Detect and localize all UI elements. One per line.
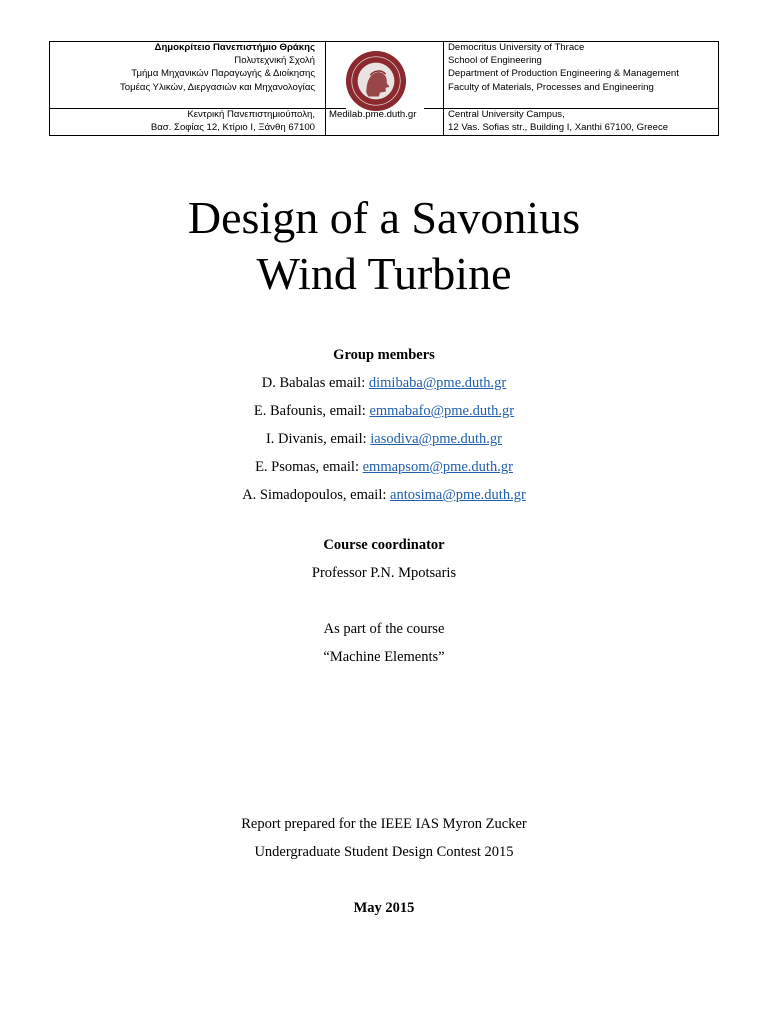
- member-email-link[interactable]: antosima@pme.duth.gr: [390, 487, 526, 503]
- member-line: [0, 375, 768, 392]
- member-email-link[interactable]: emmabafo@pme.duth.gr: [369, 403, 515, 419]
- report-date: May 2015: [353, 900, 415, 916]
- english-address-block: [448, 108, 668, 134]
- group-members-heading: Group members: [333, 347, 435, 363]
- university-seal-icon: [345, 50, 407, 112]
- greek-institution-block: [120, 41, 315, 94]
- greek-school-name: Πολυτεχνική Σχολή: [234, 55, 315, 67]
- report-line: Undergraduate Student Design Contest 2015: [254, 844, 514, 860]
- greek-address-block: [151, 108, 315, 134]
- letterhead-divider: [325, 42, 326, 135]
- course-name: “Machine Elements”: [323, 649, 445, 665]
- lab-url[interactable]: Medilab.pme.duth.gr: [329, 109, 417, 120]
- coordinator-heading: Course coordinator: [323, 537, 445, 553]
- letterhead-divider: [443, 42, 444, 135]
- english-faculty-name: Faculty of Materials, Processes and Engineering: [448, 81, 654, 93]
- member-name: I. Divanis, email:: [265, 431, 371, 447]
- member-email-link[interactable]: emmapsom@pme.duth.gr: [362, 459, 513, 475]
- member-name: A. Simadopoulos, email:: [242, 487, 391, 503]
- member-line: [0, 459, 768, 476]
- document-title: [0, 190, 768, 302]
- greek-department-name: Τμήμα Μηχανικών Παραγωγής & Διοίκησης: [131, 68, 315, 80]
- member-name: E. Psomas, email:: [255, 459, 363, 475]
- member-email-link[interactable]: iasodiva@pme.duth.gr: [370, 431, 503, 447]
- title-line: Wind Turbine: [256, 248, 512, 299]
- english-institution-block: [448, 41, 679, 94]
- coordinator-name: Professor P.N. Mpotsaris: [311, 565, 457, 581]
- english-address-line: 12 Vas. Sofias str., Building I, Xanthi 67100, Greece: [448, 122, 669, 134]
- greek-address-line: Κεντρική Πανεπιστημιούπολη,: [187, 109, 315, 120]
- english-address-line: Central University Campus,: [448, 109, 565, 120]
- course-intro: As part of the course: [323, 621, 445, 637]
- member-name: D. Babalas email:: [261, 375, 369, 391]
- letterhead: [49, 41, 719, 136]
- english-university-name: Democritus University of Thrace: [448, 42, 585, 53]
- member-email-link[interactable]: dimibaba@pme.duth.gr: [368, 375, 507, 391]
- greek-address-line: Βασ. Σοφίας 12, Κτίριο Ι, Ξάνθη 67100: [150, 122, 315, 134]
- english-department-name: Department of Production Engineering & Management: [448, 68, 679, 80]
- member-line: [0, 403, 768, 420]
- member-name: E. Bafounis, email:: [253, 403, 370, 419]
- title-line: Design of a Savonius: [187, 192, 581, 243]
- report-line: Report prepared for the IEEE IAS Myron Zucker: [241, 816, 527, 832]
- english-school-name: School of Engineering: [448, 55, 542, 67]
- greek-faculty-name: Τομέας Υλικών, Διεργασιών και Μηχανολογίας: [119, 81, 315, 93]
- greek-university-name: Δημοκρίτειο Πανεπιστήμιο Θράκης: [154, 42, 315, 53]
- member-line: [0, 431, 768, 448]
- member-line: [0, 487, 768, 504]
